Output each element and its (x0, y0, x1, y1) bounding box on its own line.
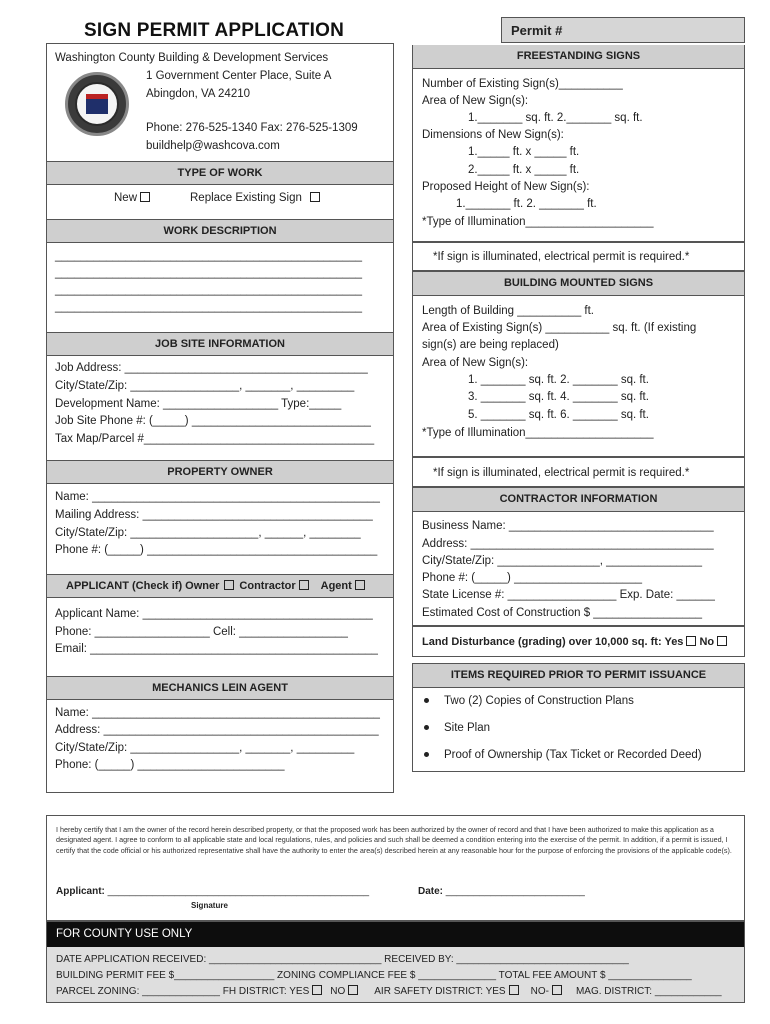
estimated-cost-field[interactable]: Estimated Cost of Construction $ _________________ (422, 607, 703, 619)
owner-city-state-zip-field[interactable]: City/State/Zip: ____________________, ______, ________ (55, 527, 361, 539)
tax-map-parcel-field[interactable]: Tax Map/Parcel #____________________________________ (55, 433, 375, 445)
bullet-icon (424, 752, 429, 757)
contractor-panel (412, 487, 745, 626)
type-of-work-header: TYPE OF WORK (47, 161, 393, 185)
fh-district-no-checkbox[interactable] (348, 985, 358, 995)
left-column (46, 43, 394, 793)
contractor-header: CONTRACTOR INFORMATION (413, 488, 744, 512)
work-description-header: WORK DESCRIPTION (47, 219, 393, 243)
job-city-state-zip-field[interactable]: City/State/Zip: _________________, _______, _________ (55, 380, 355, 392)
replace-checkbox[interactable] (310, 192, 320, 202)
office-address-line1: 1 Government Center Place, Suite A (146, 70, 332, 82)
lein-name-field[interactable]: Name: _____________________________________________ (55, 707, 380, 719)
state-license-field[interactable]: State License #: _________________ Exp. Date: ______ (422, 589, 715, 601)
land-disturbance-panel (412, 626, 745, 657)
office-email: buildhelp@washcova.com (146, 140, 280, 152)
required-item-plans: Two (2) Copies of Construction Plans (444, 695, 634, 707)
new-checkbox[interactable] (140, 192, 150, 202)
development-name-field[interactable]: Development Name: __________________ Type:_____ (55, 398, 342, 410)
existing-sign-area-field[interactable]: Area of Existing Sign(s) __________ sq. ft. (If existing (422, 322, 697, 334)
work-description-line-3[interactable]: ________________________________________________ (55, 284, 362, 296)
building-mounted-header: BUILDING MOUNTED SIGNS (413, 272, 744, 296)
items-required-panel (412, 663, 745, 772)
new-sign-area-fields[interactable]: 1._______ sq. ft. 2._______ sq. ft. (468, 112, 643, 124)
property-owner-header: PROPERTY OWNER (47, 460, 393, 484)
job-address-field[interactable]: Job Address: ______________________________________ (55, 362, 368, 374)
bm-sign-area-row-3[interactable]: 5. _______ sq. ft. 6. _______ sq. ft. (468, 409, 649, 421)
bm-electrical-note: *If sign is illuminated, electrical permit is required.* (433, 467, 690, 479)
seal-emblem-icon (86, 94, 108, 114)
air-safety-yes-checkbox[interactable] (509, 985, 519, 995)
certification-text: I hereby certify that I am the owner of the record herein described property, or that the proposed work has been authorized by the owner of record and that I have been authorized to make this application as a designated agent. I agree to conform to all applicable state and local regulations, rules, and policies and such shall be deemed a condition entering into the exercise of the permit. In addition, if a permit is issued, I certify that the code official or his authorized representative shall have the authority to enter the area(s) described herein at any reasonable hour for the purpose of enforcing the provisions of the applicable code(s). (56, 825, 732, 855)
contractor-address-field[interactable]: Address: ______________________________________ (422, 538, 714, 550)
existing-sign-area-note: sign(s) are being replaced) (422, 339, 559, 351)
type-replace-option[interactable]: Replace Existing Sign (190, 191, 320, 205)
applicant-email-field[interactable]: Email: _____________________________________________ (55, 643, 378, 655)
certification-panel (46, 815, 745, 921)
freestanding-illumination-field[interactable]: *Type of Illumination____________________ (422, 216, 654, 228)
job-site-header: JOB SITE INFORMATION (47, 332, 393, 356)
freestanding-header: FREESTANDING SIGNS (413, 45, 744, 69)
mechanics-lein-header: MECHANICS LEIN AGENT (47, 676, 393, 700)
dimension-1-field[interactable]: 1._____ ft. x _____ ft. (468, 146, 580, 158)
county-seal (65, 72, 129, 136)
work-description-line-2[interactable]: ________________________________________________ (55, 267, 362, 279)
bm-new-sign-area-label: Area of New Sign(s): (422, 357, 529, 369)
required-item-ownership: Proof of Ownership (Tax Ticket or Recorded Deed) (444, 749, 702, 761)
permit-number-box[interactable] (501, 17, 745, 43)
existing-sign-count-field[interactable]: Number of Existing Sign(s)__________ (422, 78, 623, 90)
owner-name-field[interactable]: Name: _____________________________________________ (55, 491, 380, 503)
land-disturbance-no-checkbox[interactable] (717, 636, 727, 646)
fh-district-yes-checkbox[interactable] (312, 985, 322, 995)
land-disturbance-question: Land Disturbance (grading) over 10,000 sq. ft: Yes No (422, 635, 727, 649)
job-site-phone-field[interactable]: Job Site Phone #: (_____) ____________________________ (55, 415, 371, 427)
lein-phone-field[interactable]: Phone: (_____) _______________________ (55, 759, 285, 771)
contractor-phone-field[interactable]: Phone #: (_____) ____________________ (422, 572, 642, 584)
new-sign-area-label: Area of New Sign(s): (422, 95, 529, 107)
applicant-signature-line[interactable]: Applicant: _______________________________________________ (56, 886, 370, 897)
office-phone-fax: Phone: 276-525-1340 Fax: 276-525-1309 (146, 122, 358, 134)
contractor-city-state-zip-field[interactable]: City/State/Zip: ________________, _______________ (422, 555, 703, 567)
building-mounted-note-panel (412, 457, 745, 487)
type-new-option[interactable]: New (114, 191, 150, 205)
signature-caption: Signature (191, 901, 228, 910)
bullet-icon (424, 698, 429, 703)
bm-sign-area-row-1[interactable]: 1. _______ sq. ft. 2. _______ sq. ft. (468, 374, 649, 386)
items-required-header: ITEMS REQUIRED PRIOR TO PERMIT ISSUANCE (413, 664, 744, 688)
bm-illumination-field[interactable]: *Type of Illumination____________________ (422, 427, 654, 439)
work-description-line-1[interactable]: ________________________________________________ (55, 250, 362, 262)
fees-row[interactable]: BUILDING PERMIT FEE $__________________ ZONING COMPLIANCE FEE $ ______________ TOTAL FEE AMOUNT $ _______________ (56, 970, 692, 981)
applicant-phone-cell-field[interactable]: Phone: __________________ Cell: _________________ (55, 626, 348, 638)
agent-checkbox[interactable] (355, 580, 365, 590)
office-address-line2: Abingdon, VA 24210 (146, 88, 251, 100)
owner-phone-field[interactable]: Phone #: (_____) ____________________________________ (55, 544, 378, 556)
freestanding-note-panel (412, 242, 745, 271)
applicant-name-field[interactable]: Applicant Name: ____________________________________ (55, 608, 373, 620)
owner-checkbox[interactable] (224, 580, 234, 590)
air-safety-no-checkbox[interactable] (552, 985, 562, 995)
date-received-row[interactable]: DATE APPLICATION RECEIVED: _______________________________ RECEIVED BY: _______________________________ (56, 954, 629, 965)
county-use-header: FOR COUNTY USE ONLY (47, 922, 744, 947)
office-name: Washington County Building & Development Services (55, 52, 329, 64)
building-length-field[interactable]: Length of Building __________ ft. (422, 305, 595, 317)
proposed-height-label: Proposed Height of New Sign(s): (422, 181, 590, 193)
freestanding-electrical-note: *If sign is illuminated, electrical permit is required.* (433, 251, 690, 263)
county-use-panel (46, 921, 745, 1003)
lein-address-field[interactable]: Address: ___________________________________________ (55, 724, 379, 736)
zoning-districts-row[interactable]: PARCEL ZONING: ______________ FH DISTRICT: YES NO AIR SAFETY DISTRICT: YES NO- MAG. DISTRICT: ____________ (56, 986, 722, 997)
permit-number-label: Permit # (511, 23, 563, 38)
page-title: SIGN PERMIT APPLICATION (84, 20, 345, 41)
land-disturbance-yes-checkbox[interactable] (686, 636, 696, 646)
contractor-business-name-field[interactable]: Business Name: ________________________________ (422, 520, 714, 532)
building-mounted-panel (412, 271, 745, 457)
bm-sign-area-row-2[interactable]: 3. _______ sq. ft. 4. _______ sq. ft. (468, 391, 649, 403)
required-item-site-plan: Site Plan (444, 722, 491, 734)
work-description-line-4[interactable]: ________________________________________________ (55, 301, 362, 313)
certification-date-line[interactable]: Date: _________________________ (418, 886, 585, 897)
lein-city-state-zip-field[interactable]: City/State/Zip: _________________, _______, _________ (55, 742, 355, 754)
owner-mailing-address-field[interactable]: Mailing Address: ____________________________________ (55, 509, 373, 521)
applicant-header: APPLICANT (Check if) Owner Contractor Agent (47, 574, 393, 598)
contractor-checkbox[interactable] (299, 580, 309, 590)
proposed-height-fields[interactable]: 1._______ ft. 2. _______ ft. (456, 198, 597, 210)
bullet-icon (424, 725, 429, 730)
dimension-2-field[interactable]: 2._____ ft. x _____ ft. (468, 164, 580, 176)
new-sign-dimensions-label: Dimensions of New Sign(s): (422, 129, 564, 141)
freestanding-signs-panel (412, 45, 745, 242)
